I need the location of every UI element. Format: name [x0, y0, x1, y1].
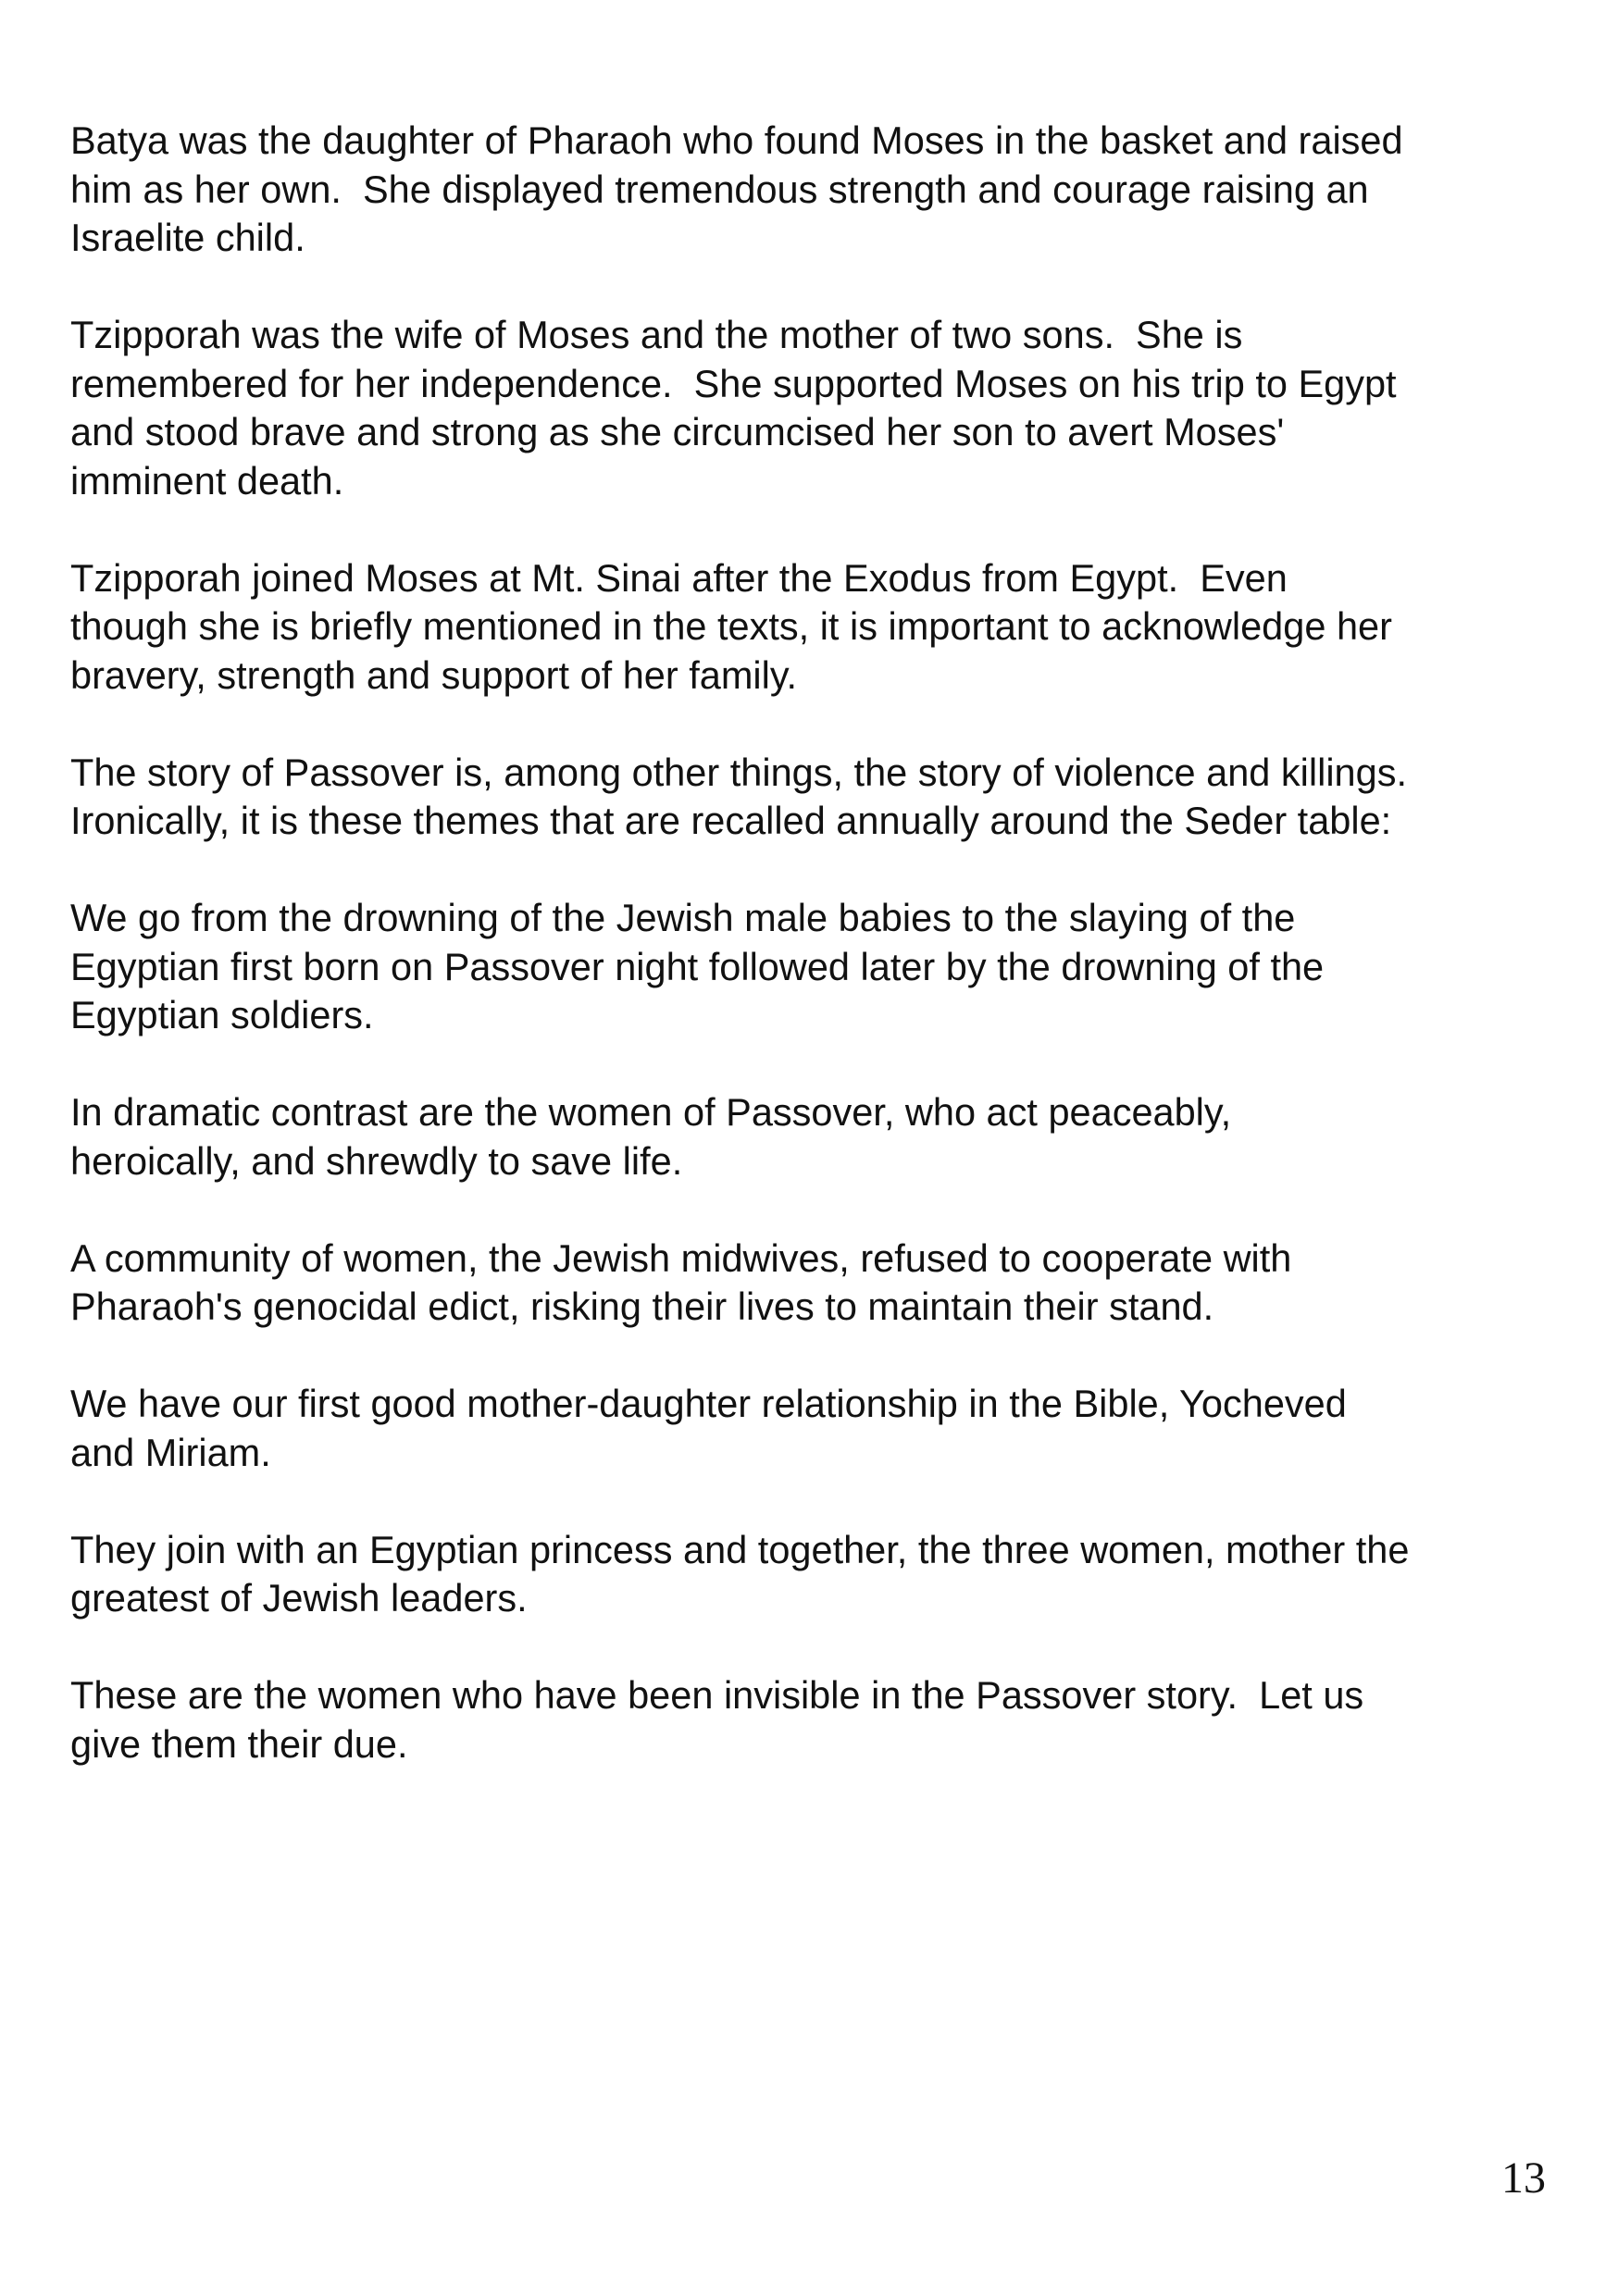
paragraph-story-violence	[70, 749, 1561, 846]
text-line: imminent death.	[70, 458, 344, 503]
text-line: give them their due.	[70, 1721, 408, 1766]
paragraph-invisible-women	[70, 1671, 1561, 1769]
text-line: him as her own. She displayed tremendous strength and courage raising an	[70, 167, 1369, 211]
text-line: We go from the drowning of the Jewish male babies to the slaying of the	[70, 896, 1296, 939]
text-line: We have our first good mother-daughter relationship in the Bible, Yocheved	[70, 1382, 1347, 1425]
text-line: greatest of Jewish leaders.	[70, 1576, 528, 1620]
text-line: remembered for her independence. She supported Moses on his trip to Egypt	[70, 361, 1397, 405]
text-line: bravery, strength and support of her family.	[70, 652, 798, 697]
text-line: and stood brave and strong as she circumcised her son to avert Moses'	[70, 410, 1285, 453]
text-line: The story of Passover is, among other things, the story of violence and killings.	[70, 750, 1407, 794]
paragraph-batya	[70, 117, 1561, 263]
paragraph-tzipporah-sinai	[70, 554, 1561, 701]
page-number: 13	[1501, 2153, 1546, 2203]
text-line: A community of women, the Jewish midwives, refused to cooperate with	[70, 1235, 1292, 1280]
text-line: Batya was the daughter of Pharaoh who found Moses in the basket and raised	[70, 118, 1403, 162]
text-line: though she is briefly mentioned in the texts, it is important to acknowledge her	[70, 604, 1392, 648]
paragraph-mother-daughter	[70, 1380, 1561, 1477]
text-line: Egyptian first born on Passover night followed later by the drowning of the	[70, 944, 1325, 988]
paragraph-contrast	[70, 1088, 1561, 1185]
text-line: These are the women who have been invisible in the Passover story. Let us	[70, 1673, 1364, 1717]
text-line: heroically, and shrewdly to save life.	[70, 1138, 683, 1183]
text-line: Ironically, it is these themes that are recalled annually around the Seder table:	[70, 799, 1392, 842]
text-line: Egyptian soldiers.	[70, 993, 374, 1036]
text-line: Tzipporah joined Moses at Mt. Sinai after the Exodus from Egypt. Even	[70, 555, 1288, 600]
text-line: In dramatic contrast are the women of Passover, who act peaceably,	[70, 1090, 1232, 1134]
body-text	[70, 117, 1561, 1818]
paragraph-three-women	[70, 1526, 1561, 1623]
paragraph-midwives	[70, 1235, 1561, 1332]
paragraph-tzipporah-wife	[70, 311, 1561, 505]
paragraph-drowning	[70, 894, 1561, 1040]
text-line: Tzipporah was the wife of Moses and the mother of two sons. She is	[70, 313, 1243, 356]
text-line: Israelite child.	[70, 216, 305, 259]
text-line: They join with an Egyptian princess and together, the three women, mother the	[70, 1527, 1410, 1571]
text-line: Pharaoh's genocidal edict, risking their lives to maintain their stand.	[70, 1285, 1214, 1328]
text-line: and Miriam.	[70, 1430, 271, 1474]
